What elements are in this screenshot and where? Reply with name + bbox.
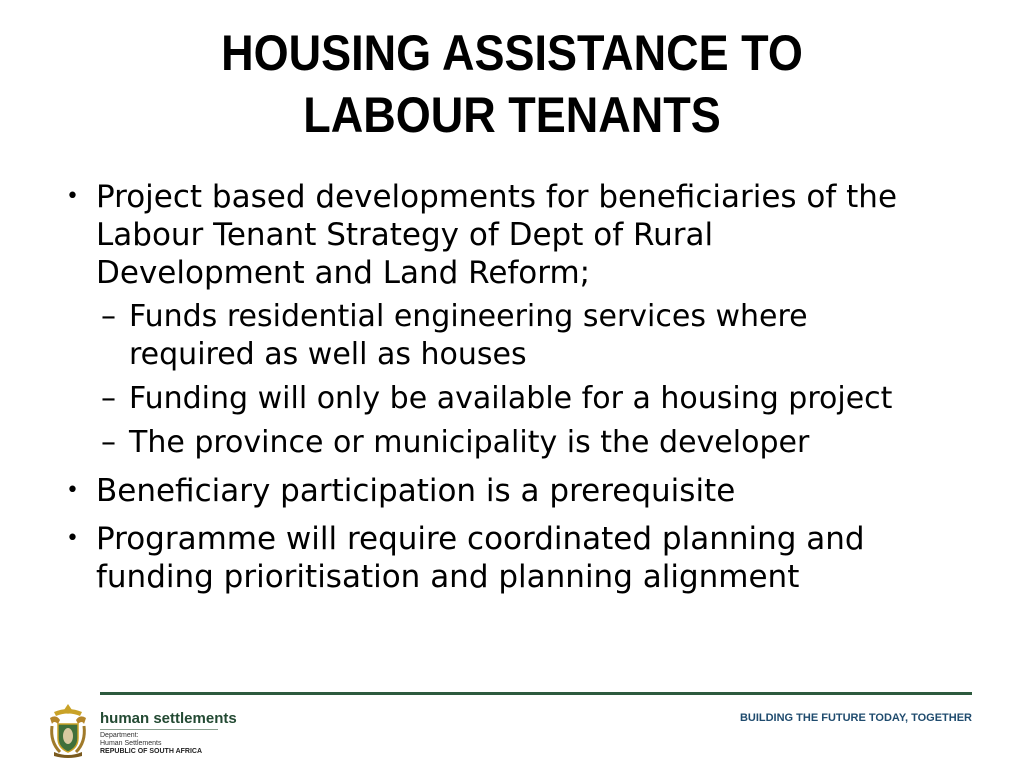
department-label: Department: (100, 732, 139, 739)
department-name: human settlements (100, 710, 237, 727)
bullet-list (0, 178, 1024, 596)
bullet-marker: • (66, 526, 79, 551)
sub-bullet-item (0, 424, 1024, 462)
sub-bullet-text-line: required as well as houses (129, 337, 527, 372)
country-name: REPUBLIC OF SOUTH AFRICA (100, 748, 203, 755)
dash-marker: – (101, 425, 116, 460)
bullet-marker: • (66, 478, 79, 503)
bullet-text-line: Beneficiary participation is a prerequisite (96, 473, 736, 509)
footer-tagline: BUILDING THE FUTURE TODAY, TOGETHER (739, 712, 972, 724)
dash-marker: – (101, 299, 116, 334)
bullet-text-line: Programme will require coordinated planning and (96, 521, 865, 557)
department-subname: Human Settlements (100, 740, 162, 747)
bullet-item (0, 178, 1024, 292)
sub-bullet-text-line: The province or municipality is the developer (129, 425, 810, 460)
sub-bullet-item (0, 380, 1024, 418)
title-line: HOUSING ASSISTANCE TO (221, 25, 803, 81)
bullet-item (0, 472, 1024, 510)
bullet-text-line: Project based developments for beneficiaries of the (96, 179, 898, 215)
sub-bullet-text-line: Funds residential engineering services where (129, 299, 808, 334)
department-rule (100, 729, 218, 730)
bullet-text-line: funding prioritisation and planning alignment (96, 559, 800, 595)
title-line: LABOUR TENANTS (303, 87, 721, 143)
bullet-marker: • (66, 184, 79, 209)
coat-of-arms-icon (46, 702, 90, 758)
bullet-text-line: Development and Land Reform; (96, 255, 591, 291)
sub-bullet-text-line: Funding will only be available for a housing project (129, 381, 893, 416)
slide-title (51, 22, 973, 146)
dash-marker: – (101, 381, 116, 416)
footer-divider (100, 692, 972, 695)
bullet-text-line: Labour Tenant Strategy of Dept of Rural (96, 217, 714, 253)
sub-bullet-item (0, 298, 1024, 374)
bullet-item (0, 520, 1024, 596)
